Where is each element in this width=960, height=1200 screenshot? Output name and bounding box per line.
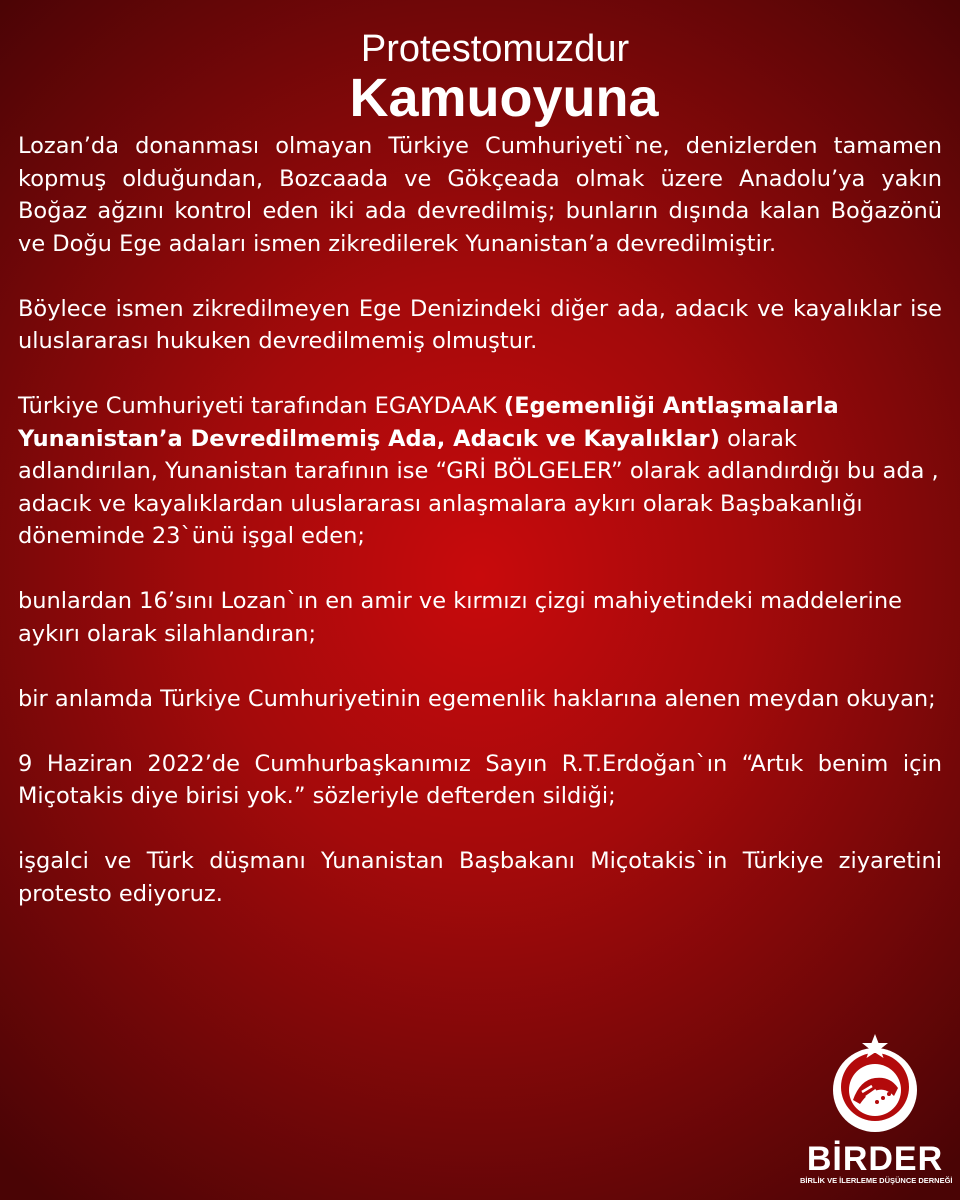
paragraph-1: Lozan’da donanması olmayan Türkiye Cumhuriyeti`ne, denizlerden tamamen kopmuş olduğundan, Bozcaada ve Gökçeada olmak üzere Anadolu’ya yakın Boğaz ağzını kontrol eden iki ada devredilmiş; bunların dışında kalan Boğazönü ve Doğu Ege adaları ismen zikredilerek Yunanistan’a devredilmiştir.	[18, 133, 942, 257]
paragraph-7: işgalci ve Türk düşmanı Yunanistan Başbakanı Miçotakis`in Türkiye ziyaretini protesto ediyoruz.	[18, 848, 942, 907]
statement-body	[18, 130, 942, 943]
birder-logo	[800, 1030, 953, 1195]
paragraph-3-bold-term: (Egemenliği Antlaşmalarla Yunanistan’a Devredilmemiş Ada, Adacık ve Kayalıklar)	[18, 393, 839, 452]
paragraph-3-intro: Türkiye Cumhuriyeti tarafından EGAYDAAK	[18, 393, 504, 419]
paragraph-3-rest: olarak adlandırılan, Yunanistan tarafının ise “GRİ BÖLGELER” olarak adlandırdığı bu ada , adacık ve kayalıklardan uluslararası anlaşmalara aykırı olarak Başbakanlığı döneminde 23`ünü işgal eden;	[18, 425, 939, 549]
subtitle: Protestomuzdur	[360, 28, 630, 70]
handshake-crescent-star-icon	[820, 1030, 930, 1140]
paragraph-2: Böylece ismen zikredilmeyen Ege Denizindeki diğer ada, adacık ve kayalıklar ise uluslararası hukuken devredilmemiş olmuştur.	[18, 295, 942, 354]
header	[0, 28, 960, 126]
page-title: Kamuoyuna	[349, 68, 659, 128]
paragraph-3	[18, 390, 942, 553]
paragraph-6: 9 Haziran 2022’de Cumhurbaşkanımız Sayın R.T.Erdoğan`ın “Artık benim için Miçotakis diye birisi yok.” sözleriyle defterden sildiği;	[18, 750, 942, 809]
paragraph-5: bir anlamda Türkiye Cumhuriyetinin egemenlik haklarına alenen meydan okuyan;	[18, 685, 936, 712]
paragraph-4: bunlardan 16’sını Lozan`ın en amir ve kırmızı çizgi mahiyetindeki maddelerine aykırı olarak silahlandıran;	[18, 588, 902, 647]
logo-name: BİRDER	[806, 1140, 944, 1178]
logo-tagline: BİRLİK VE İLERLEME DÜŞÜNCE DERNEĞİ	[800, 1176, 953, 1185]
